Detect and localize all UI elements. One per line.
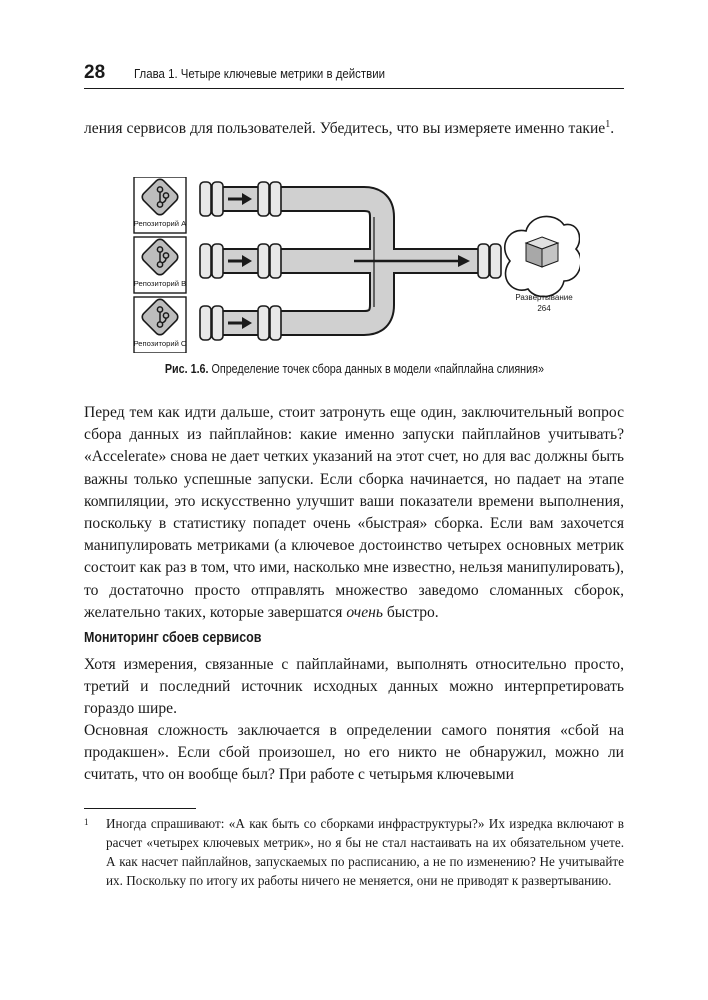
deployment-cloud [505, 216, 580, 296]
header-rule [84, 88, 624, 89]
footnote-ref[interactable]: 1 [605, 118, 611, 130]
caption-label: Рис. 1.6. [164, 362, 209, 376]
chapter-title: Глава 1. Четыре ключевые метрики в действии [134, 66, 385, 81]
repo-label-a: Репозиторий A [133, 219, 187, 228]
repo-label-b: Репозиторий B [133, 279, 187, 288]
repo-box-b [134, 237, 186, 293]
running-head [84, 60, 624, 86]
paragraph-successful-runs: Перед тем как идти дальше, стоит затронуть еще один, заключительный вопрос сбора данных из пайплайнов: какие именно запуски пайплайнов учитывать? «Accelerate» снова не дает четких указаний на этот счет, но для вас должны быть важны только успешные запуски. Если сборка начинается, но падает на этапе компиляции, это искусственно улучшит ваши показатели времени выполнения, поскольку в статистику попадет очень «быстрая» сборка. Если вам захочется манипулировать метриками (а ключевое достоинство четырех основных метрик состоит как раз в том, что ими, насколько мне известно, нельзя манипулировать), то достаточно просто отправлять множество заведомо сломанных сборок, желательно таких, которые завершатся очень быстро. [84, 404, 624, 621]
caption-text: Определение точек сбора данных в модели «пайплайна слияния» [208, 362, 544, 376]
footnote-mark: 1 [84, 817, 89, 827]
figure-caption [84, 360, 624, 378]
repo-box-a [134, 177, 187, 233]
footnote [84, 814, 624, 890]
repo-label-c: Репозиторий C [133, 339, 187, 348]
paragraph-continued: ления сервисов для пользователей. Убедитесь, что вы измеряете именно такие$^1$. [84, 118, 615, 137]
deployment-count: 264 [537, 304, 551, 313]
paragraph-third-source: Хотя измерения, связанные с пайплайнами, выполнять относительно просто, третий и последний источник исходных данных можно интерпретировать гораздо шире. [84, 656, 624, 718]
page-number: 28 [84, 62, 106, 83]
paragraph-failure-definition: Основная сложность заключается в определении самого понятия «сбой на продакшен». Если сбой произошел, но его никто не обнаружил, можно ли считать, что он вообще был? При работе с четырьмя ключевыми [84, 722, 624, 784]
footnote-rule [84, 808, 196, 809]
package-icon [526, 237, 558, 267]
pipeline-diagram [132, 177, 580, 353]
section-heading: Мониторинг сбоев сервисов [84, 630, 262, 646]
emphasis: очень [346, 603, 383, 621]
deployment-label: Развертывание [515, 293, 573, 302]
merge-pipeline-figure [132, 177, 580, 353]
footnote-text: Иногда спрашивают: «А как быть со сборками инфраструктуры?» Их изредка включают в расчет «четырех ключевых метрик», но я бы не стал настаивать на их обязательном учете. А как насчет пайплайнов, запускаемых по расписанию, а не по изменению? Не учитывайте их. Поскольку по итогу их работы ничего не меняется, они не приводят к развертыванию. [106, 816, 624, 888]
repo-box-c [134, 297, 187, 353]
